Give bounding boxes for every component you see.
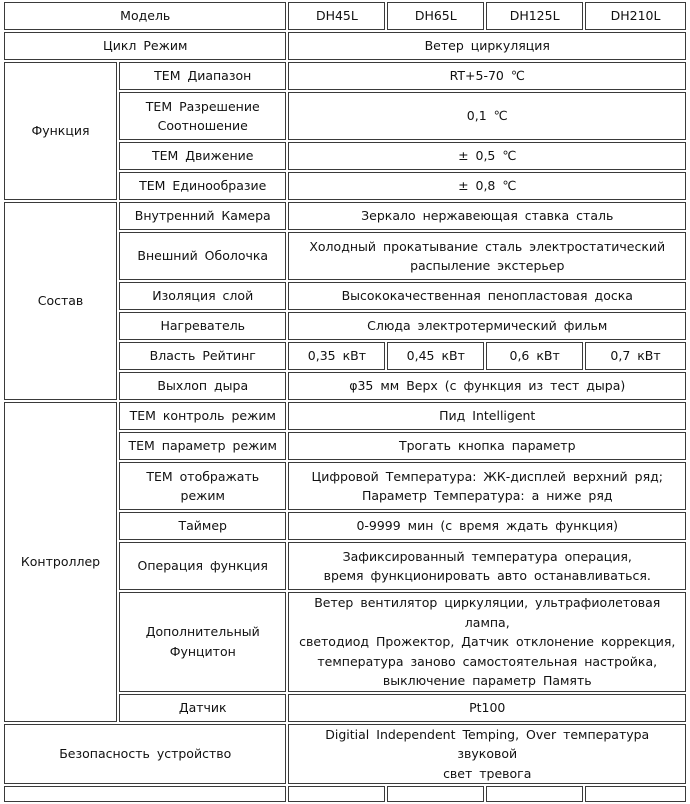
heater-label: Нагреватель	[119, 312, 286, 340]
power-dh65l: 0,45 кВт	[387, 342, 484, 370]
additional-value-line-1: Ветер вентилятор циркуляции, ультрафиолетовая лампа,	[314, 595, 661, 630]
outer-shell-value-line-2: распыление экстерьер	[410, 258, 565, 273]
safety-value-line-1: Digitial Independent Temping, Over температура звуковой	[325, 726, 650, 761]
safety-row	[4, 724, 686, 785]
cycle-row	[4, 32, 686, 60]
additional-label-line-1: Дополнительный	[145, 624, 260, 640]
outer-shell-value	[288, 232, 686, 280]
function-group-label: Функция	[4, 62, 117, 200]
additional-label-line-2: Фунцитон	[169, 643, 236, 659]
control-mode-value: Пид Intelligent	[288, 402, 686, 430]
display-mode-label-line-2: режим	[180, 488, 225, 503]
cycle-label: Цикл Режим	[4, 32, 286, 60]
inner-chamber-row	[4, 202, 686, 230]
display-mode-value	[288, 462, 686, 510]
operation-value	[288, 542, 686, 590]
model-dh65l: DH65L	[387, 2, 484, 30]
temp-resolution-label-line-2: Соотношение	[157, 118, 248, 133]
insulation-label: Изоляция слой	[119, 282, 286, 310]
additional-label	[119, 592, 286, 692]
param-mode-value: Трогать кнопка параметр	[288, 432, 686, 460]
sensor-value: Pt100	[288, 694, 686, 722]
temp-range-label: ТЕМ Диапазон	[119, 62, 286, 90]
control-mode-row	[4, 402, 686, 430]
operation-label: Операция функция	[119, 542, 286, 590]
operation-value-line-2: время функционировать авто останавливаться.	[323, 568, 651, 583]
model-label: Модель	[4, 2, 286, 30]
temp-uniformity-label: ТЕМ Единообразие	[119, 172, 286, 200]
additional-value-line-4: выключение параметр Память	[382, 673, 592, 688]
model-row	[4, 2, 686, 30]
cut-off-cell-1	[4, 786, 286, 802]
model-dh45l: DH45L	[288, 2, 385, 30]
additional-value	[288, 592, 686, 692]
param-mode-label: ТЕМ параметр режим	[119, 432, 286, 460]
temp-resolution-label	[119, 92, 286, 140]
cut-off-row	[4, 786, 686, 802]
timer-label: Таймер	[119, 512, 286, 540]
model-dh125l: DH125L	[486, 2, 583, 30]
outer-shell-value-line-1: Холодный прокатывание сталь электростатический	[309, 238, 666, 254]
inner-chamber-label: Внутренний Камера	[119, 202, 286, 230]
power-dh125l: 0,6 кВт	[486, 342, 583, 370]
display-mode-value-line-1: Цифровой Температура: ЖК-дисплей верхний ряд;	[311, 468, 663, 484]
safety-label: Безопасность устройство	[4, 724, 286, 785]
additional-value-line-2: светодиод Прожектор, Датчик отклонение коррекция,	[299, 634, 676, 649]
sensor-label: Датчик	[119, 694, 286, 722]
exhaust-value: φ35 мм Верх (с функция из тест дыра)	[288, 372, 686, 400]
model-dh210l: DH210L	[585, 2, 686, 30]
inner-chamber-value: Зеркало нержавеющая ставка сталь	[288, 202, 686, 230]
temp-resolution-label-line-1: ТЕМ Разрешение	[145, 98, 260, 114]
power-dh45l: 0,35 кВт	[288, 342, 385, 370]
display-mode-label	[119, 462, 286, 510]
cut-off-cell-4	[486, 786, 583, 802]
insulation-value: Высококачественная пенопластовая доска	[288, 282, 686, 310]
control-mode-label: ТЕМ контроль режим	[119, 402, 286, 430]
temp-uniformity-value: ± 0,8 ℃	[288, 172, 686, 200]
power-label: Власть Рейтинг	[119, 342, 286, 370]
controller-group-label: Контроллер	[4, 402, 117, 722]
temp-range-row	[4, 62, 686, 90]
power-dh210l: 0,7 кВт	[585, 342, 686, 370]
display-mode-label-line-1: ТЕМ отображать	[146, 468, 260, 484]
exhaust-label: Выхлоп дыра	[119, 372, 286, 400]
cycle-value: Ветер циркуляция	[288, 32, 686, 60]
outer-shell-label: Внешний Оболочка	[119, 232, 286, 280]
temp-fluctuation-value: ± 0,5 ℃	[288, 142, 686, 170]
heater-value: Слюда электротермический фильм	[288, 312, 686, 340]
safety-value-line-2: свет тревога	[443, 765, 532, 781]
timer-value: 0-9999 мин (с время ждать функция)	[288, 512, 686, 540]
spec-table	[2, 0, 688, 804]
temp-fluctuation-label: ТЕМ Движение	[119, 142, 286, 170]
operation-value-line-1: Зафиксированный температура операция,	[342, 548, 632, 564]
temp-resolution-value: 0,1 ℃	[288, 92, 686, 140]
display-mode-value-line-2: Параметр Температура: а ниже ряд	[361, 488, 613, 503]
composition-group-label: Состав	[4, 202, 117, 400]
additional-value-line-3: температура заново самостоятельная настройка,	[317, 653, 658, 669]
safety-value	[288, 724, 686, 785]
temp-range-value: RT+5-70 ℃	[288, 62, 686, 90]
cut-off-cell-3	[387, 786, 484, 802]
cut-off-cell-2	[288, 786, 385, 802]
cut-off-cell-5	[585, 786, 686, 802]
